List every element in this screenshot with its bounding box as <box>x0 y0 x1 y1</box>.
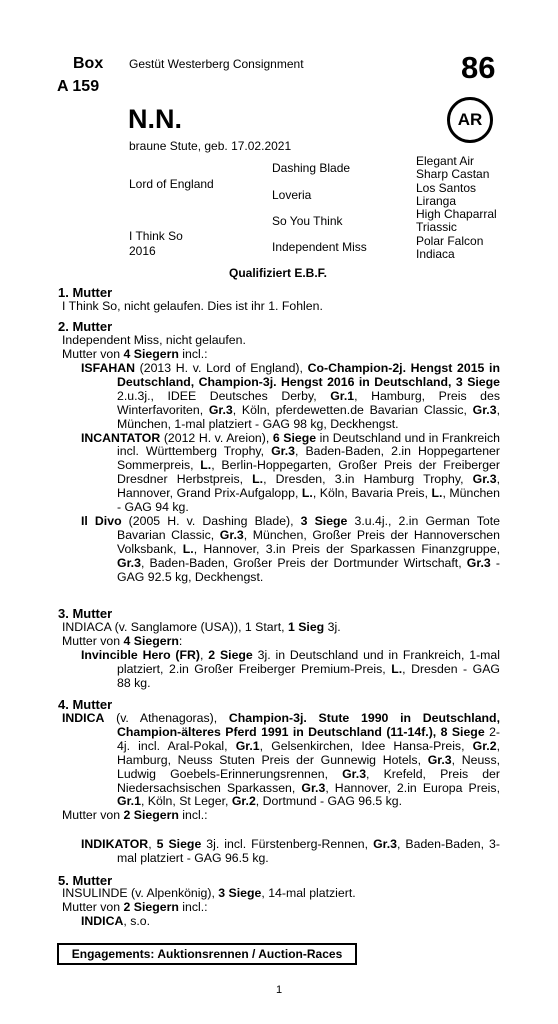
ar-badge: AR <box>447 97 493 143</box>
mutter3-text <box>62 621 341 649</box>
offspring-entry: Il Divo (2005 H. v. Dashing Blade), 3 Siege 3.u.4j., 2.in German Tote Bavarian Classic, Gr.3, München, Großer Preis der Hannoverschen Volksbank, L., Hannover, 3.in Preis der Sparkassen Finanzgruppe, Gr.3, Baden-Baden, Großer Preis der Dortmunder Wirtschaft, Gr.3 - GAG 92.5 kg, Deckhengst. <box>81 513 501 584</box>
mutter3-produce-line: Mutter von 4 Siegern: <box>62 633 183 648</box>
pedigree-gen3-item: Los Santos <box>416 180 477 195</box>
pedigree-sire-sire: Dashing Blade <box>272 161 351 175</box>
lot-number: 86 <box>461 50 496 85</box>
mutter2-line1: Independent Miss, nicht gelaufen. <box>62 333 246 347</box>
offspring-entry: INCANTATOR (2012 H. v. Areion), 6 Siege in Deutschland und in Frankreich incl. Württemberg Trophy, Gr.3, Baden-Baden, 2.in Hoppegartener Sommerpreis, L., Berlin-Hoppegarten, Großer Preis der Freiberger Dresdner Herbstpreis, L., Dresden, 3.in Hamburg Trophy, Gr.3, Hannover, Grand Prix-Aufgalopp, L., Köln, Bavaria Preis, L., München - GAG 94 kg. <box>81 430 500 515</box>
mutter4-entry: INDICA (v. Athenagoras), Champion-3j. Stute 1990 in Deutschland, Champion-älteres Pferd 1991 in Deutschland (11-14f.), 8 Siege 2-4j. incl. Aral-Pokal, Gr.1, Gelsenkirchen, Idee Hansa-Preis, Gr.2, Hamburg, Neuss Stuten Preis der Gunnewig Hotels, Gr.3, Neuss, Ludwig Goebels-Erinnerungsrennen, Gr.3, Krefeld, Preis der Niedersachsischen Sparkassen, Gr.3, Hannover, 2.in Europa Preis, Gr.1, Köln, St Leger, Gr.2, Dortmund - GAG 96.5 kg. <box>62 711 501 809</box>
section-heading-mutter1: 1. Mutter <box>58 285 113 300</box>
offspring-entry: INDICA, s.o. <box>81 914 151 928</box>
mutter4-offspring <box>81 838 500 866</box>
pedigree-gen3-item: Triassic <box>416 220 457 235</box>
pedigree-dam-dam: Independent Miss <box>272 240 367 254</box>
horse-description: braune Stute, geb. 17.02.2021 <box>129 139 292 153</box>
pedigree-gen3-item: High Chaparral <box>416 207 497 222</box>
horse-name: N.N. <box>128 104 182 134</box>
pedigree-gen3-item: Indiaca <box>416 247 455 262</box>
qualification: Qualifiziert E.B.F. <box>229 266 328 280</box>
mutter3-line1: INDIACA (v. Sanglamore (USA)), 1 Start, 1 Sieg 3j. <box>62 620 341 634</box>
mutter5-produce-line: Mutter von 2 Siegern incl.: <box>62 899 208 914</box>
mutter2-offspring <box>81 362 500 585</box>
pedigree-gen3 <box>416 155 497 261</box>
section-heading-mutter3: 3. Mutter <box>58 606 113 621</box>
box-label: Box <box>73 55 104 72</box>
pedigree-gen3-item: Polar Falcon <box>416 233 484 248</box>
mutter2-produce-line: Mutter von 4 Siegern incl.: <box>62 346 208 361</box>
mutter5-text <box>62 887 356 915</box>
section-heading-mutter2: 2. Mutter <box>58 319 113 334</box>
mutter4-produce-line: Mutter von 2 Siegern incl.: <box>62 808 208 823</box>
mutter5-offspring <box>81 915 500 929</box>
mutter3-offspring <box>81 649 500 691</box>
box-number: A 159 <box>57 78 100 95</box>
mutter5-line1: INSULINDE (v. Alpenkönig), 3 Siege, 14-mal platziert. <box>62 886 356 900</box>
pedigree-dam-name: I Think So <box>129 229 183 243</box>
pedigree-dam-sire: So You Think <box>272 214 343 228</box>
mutter2-text <box>62 334 246 362</box>
section-heading-mutter5: 5. Mutter <box>58 873 113 888</box>
pedigree-dam-year: 2016 <box>129 244 156 258</box>
pedigree-gen3-item: Liranga <box>416 193 457 208</box>
section-heading-mutter4: 4. Mutter <box>58 697 113 712</box>
offspring-entry: ISFAHAN (2013 H. v. Lord of England), Co-Champion-2j. Hengst 2015 in Deutschland, Champion-3j. Hengst 2016 in Deutschland, 3 Siege 2.u.3j., IDEE Deutsches Derby, Gr.1, Hamburg, Preis des Winterfavoriten, Gr.3, Köln, pferdewetten.de Bavarian Classic, Gr.3, München, 1-mal platziert - GAG 98 kg, Deckhengst. <box>81 361 500 431</box>
pedigree-sire: Lord of England <box>129 177 214 191</box>
pedigree-sire-dam: Loveria <box>272 188 312 202</box>
mutter1-text: I Think So, nicht gelaufen. Dies ist ihr 1. Fohlen. <box>62 299 323 313</box>
page-number: 1 <box>276 984 283 996</box>
offspring-entry: INDIKATOR, 5 Siege 3j. incl. Fürstenberg-Rennen, Gr.3, Baden-Baden, 3-mal platziert - GAG 96.5 kg. <box>81 837 500 865</box>
pedigree-dam <box>129 229 183 259</box>
pedigree-gen3-item: Elegant Air <box>416 154 475 168</box>
consignor: Gestüt Westerberg Consignment <box>129 57 304 71</box>
offspring-entry: Invincible Hero (FR), 2 Siege 3j. in Deutschland und in Frankreich, 1-mal platziert, 2.in Großer Freiberger Premium-Preis, L., Dresden - GAG 88 kg. <box>81 648 500 690</box>
engagements-box: Engagements: Auktionsrennen / Auction-Races <box>57 943 357 965</box>
pedigree-gen3-item: Sharp Castan <box>416 167 490 182</box>
mutter4-text <box>62 712 500 823</box>
